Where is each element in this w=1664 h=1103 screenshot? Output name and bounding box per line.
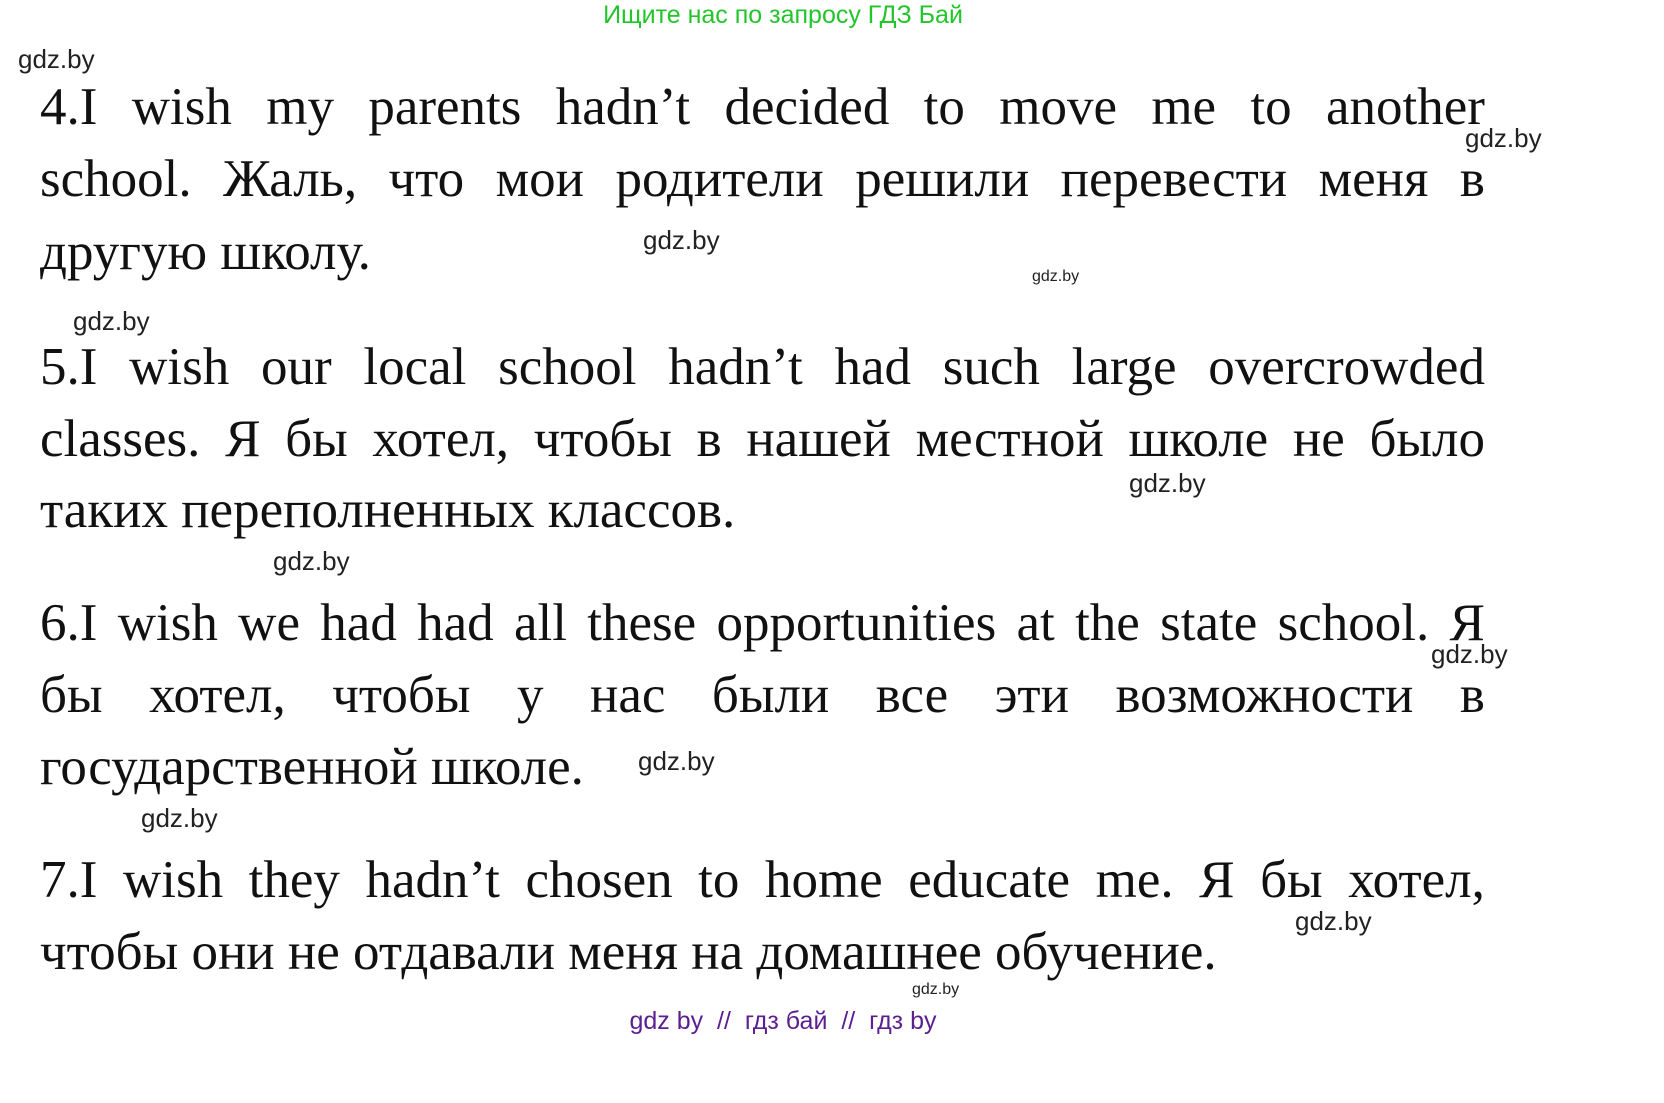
word: had bbox=[320, 594, 397, 652]
word: opportunities bbox=[716, 594, 997, 652]
word: all bbox=[513, 594, 567, 652]
word: чтобы bbox=[332, 666, 471, 724]
word: школе bbox=[1128, 410, 1269, 468]
word: move bbox=[999, 78, 1117, 136]
watermark: gdz.by bbox=[141, 803, 218, 833]
paragraph-4-line-3 bbox=[40, 223, 371, 281]
watermark: gdz.by bbox=[912, 981, 960, 998]
word: нашей bbox=[746, 410, 891, 468]
word: чтобы bbox=[533, 410, 672, 468]
word: 5.I bbox=[40, 338, 98, 396]
word: chosen bbox=[525, 851, 673, 909]
word: hadn’t bbox=[555, 78, 691, 136]
paragraph-5-line-2 bbox=[40, 410, 1485, 468]
paragraph-6-line-2 bbox=[40, 666, 1485, 724]
watermark: gdz.by bbox=[1295, 906, 1372, 936]
word: we bbox=[238, 594, 300, 652]
word: another bbox=[1326, 78, 1485, 136]
paragraph-4-line-1 bbox=[40, 78, 1485, 136]
word: Я bbox=[1199, 851, 1235, 909]
word: эти bbox=[994, 666, 1069, 724]
word: local bbox=[363, 338, 467, 396]
paragraph-4-line-2 bbox=[40, 150, 1485, 208]
word: overcrowded bbox=[1208, 338, 1485, 396]
watermark: gdz.by bbox=[1431, 639, 1508, 669]
watermark: gdz.by bbox=[638, 746, 715, 776]
word: my bbox=[266, 78, 334, 136]
word: classes. bbox=[40, 410, 201, 468]
word: хотел, bbox=[372, 410, 510, 468]
word: что bbox=[388, 150, 465, 208]
line-text bbox=[40, 150, 1485, 208]
word: such bbox=[942, 338, 1040, 396]
word: было bbox=[1369, 410, 1485, 468]
word: хотел, bbox=[149, 666, 286, 724]
word: decided bbox=[724, 78, 890, 136]
word: to bbox=[1250, 78, 1292, 136]
search-banner: Ищите нас по запросу ГДЗ Бай bbox=[603, 1, 963, 29]
line-text: чтобы они не отдавали меня на домашнее обучение. bbox=[40, 923, 1217, 981]
word: Жаль, bbox=[223, 150, 358, 208]
watermark: gdz.by bbox=[1129, 468, 1206, 498]
line-text: таких переполненных классов. bbox=[40, 481, 736, 539]
word: родители bbox=[615, 150, 824, 208]
line-text bbox=[40, 338, 1485, 396]
word: бы bbox=[40, 666, 103, 724]
paragraph-5-line-1 bbox=[40, 338, 1485, 396]
word: хотел, bbox=[1348, 851, 1485, 909]
word: had bbox=[417, 594, 494, 652]
word: нас bbox=[589, 666, 666, 724]
watermark: gdz.by bbox=[18, 44, 95, 74]
word: hadn’t bbox=[668, 338, 803, 396]
paragraph-6-line-3 bbox=[40, 738, 584, 796]
watermark: gdz.by bbox=[643, 225, 720, 255]
word: бы bbox=[285, 410, 348, 468]
word: these bbox=[587, 594, 697, 652]
footer-links: gdz by // гдз бай // гдз by bbox=[629, 1007, 937, 1035]
word: wish bbox=[131, 78, 232, 136]
line-text bbox=[40, 78, 1485, 136]
word: возможности bbox=[1115, 666, 1414, 724]
word: не bbox=[1292, 410, 1345, 468]
word: были bbox=[711, 666, 830, 724]
word: hadn’t bbox=[365, 851, 500, 909]
line-text bbox=[40, 594, 1485, 652]
word: Я bbox=[1449, 594, 1485, 652]
word: бы bbox=[1260, 851, 1323, 909]
paragraph-5-line-3 bbox=[40, 481, 736, 539]
word: в bbox=[1459, 150, 1485, 208]
word: 4.I bbox=[40, 78, 98, 136]
word: school. bbox=[1277, 594, 1430, 652]
word: у bbox=[516, 666, 544, 724]
line-text bbox=[40, 666, 1485, 724]
line-text bbox=[40, 410, 1485, 468]
word: 7.I bbox=[40, 851, 98, 909]
word: 6.I bbox=[40, 594, 98, 652]
word: home bbox=[764, 851, 883, 909]
word: me bbox=[1151, 78, 1217, 136]
word: все bbox=[875, 666, 949, 724]
word: wish bbox=[129, 338, 230, 396]
word: parents bbox=[368, 78, 522, 136]
watermark: gdz.by bbox=[273, 546, 350, 576]
word: to bbox=[923, 78, 965, 136]
word: me. bbox=[1095, 851, 1174, 909]
word: решили bbox=[855, 150, 1030, 208]
line-text: другую школу. bbox=[40, 223, 371, 281]
word: state bbox=[1160, 594, 1258, 652]
word: местной bbox=[915, 410, 1104, 468]
word: at bbox=[1016, 594, 1055, 652]
word: в bbox=[1459, 666, 1485, 724]
watermark: gdz.by bbox=[1032, 268, 1080, 285]
word: they bbox=[248, 851, 340, 909]
line-text: государственной школе. bbox=[40, 738, 584, 796]
word: меня bbox=[1318, 150, 1429, 208]
word: school. bbox=[40, 150, 192, 208]
paragraph-6-line-1 bbox=[40, 594, 1485, 652]
watermark: gdz.by bbox=[1465, 123, 1542, 153]
word: our bbox=[261, 338, 332, 396]
word: educate bbox=[908, 851, 1071, 909]
word: Я bbox=[225, 410, 261, 468]
word: перевести bbox=[1060, 150, 1288, 208]
watermark: gdz.by bbox=[73, 306, 150, 336]
word: large bbox=[1071, 338, 1177, 396]
word: wish bbox=[117, 594, 218, 652]
line-text bbox=[40, 851, 1485, 909]
word: had bbox=[834, 338, 911, 396]
paragraph-7-line-2 bbox=[40, 923, 1217, 981]
word: school bbox=[498, 338, 637, 396]
word: мои bbox=[495, 150, 584, 208]
word: wish bbox=[122, 851, 224, 909]
word: the bbox=[1075, 594, 1140, 652]
word: в bbox=[696, 410, 722, 468]
paragraph-7-line-1 bbox=[40, 851, 1485, 909]
word: to bbox=[698, 851, 740, 909]
